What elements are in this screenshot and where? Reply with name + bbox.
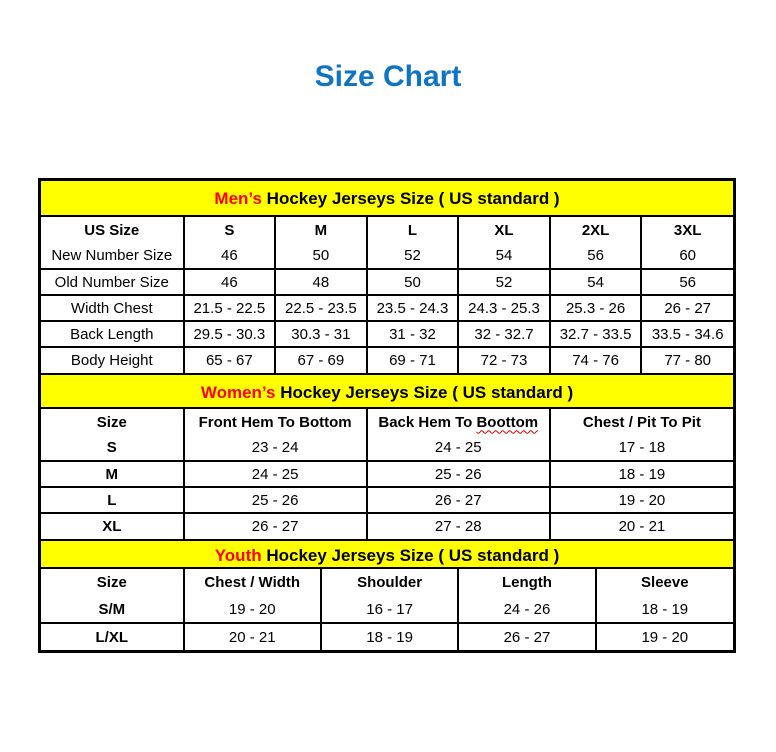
row-label: Body Height	[41, 347, 184, 373]
column-header-size: Size	[41, 409, 184, 435]
size-value-cell: 46	[184, 269, 276, 295]
table-row	[41, 347, 733, 373]
header-row	[41, 217, 733, 243]
column-header-size: Size	[41, 569, 184, 596]
column-header-back-hem-to-boottom: Back Hem To Boottom	[367, 409, 550, 435]
misspelled-word: Boottom	[476, 413, 539, 431]
size-value-cell: 18 - 19	[321, 623, 458, 650]
size-value-cell: 60	[641, 243, 733, 269]
size-value-cell: 19 - 20	[550, 487, 733, 513]
size-value-cell: 26 - 27	[367, 487, 550, 513]
size-value-cell: 30.3 - 31	[275, 321, 367, 347]
section-band-youth	[41, 539, 733, 569]
size-value-cell: 67 - 69	[275, 347, 367, 373]
column-header-us-size: US Size	[41, 217, 184, 243]
size-value-cell: 24.3 - 25.3	[458, 295, 550, 321]
column-header-length: Length	[458, 569, 595, 596]
men-size-table	[41, 217, 733, 373]
row-label: New Number Size	[41, 243, 184, 269]
youth-size-table	[41, 569, 733, 650]
header-row	[41, 409, 733, 435]
row-label: M	[41, 461, 184, 487]
table-row	[41, 596, 733, 623]
table-row	[41, 487, 733, 513]
size-value-cell: 48	[275, 269, 367, 295]
women-size-table	[41, 409, 733, 539]
row-label: Width Chest	[41, 295, 184, 321]
size-value-cell: 32.7 - 33.5	[550, 321, 642, 347]
size-value-cell: 20 - 21	[550, 513, 733, 539]
table-row	[41, 243, 733, 269]
table-row	[41, 623, 733, 650]
row-label: L	[41, 487, 184, 513]
size-value-cell: 69 - 71	[367, 347, 459, 373]
size-value-cell: 25 - 26	[367, 461, 550, 487]
size-value-cell: 52	[458, 269, 550, 295]
size-value-cell: 72 - 73	[458, 347, 550, 373]
size-value-cell: 25.3 - 26	[550, 295, 642, 321]
size-value-cell: 26 - 27	[184, 513, 367, 539]
row-label: L/XL	[41, 623, 184, 650]
size-value-cell: 56	[550, 243, 642, 269]
table-row	[41, 513, 733, 539]
section-band-text: Hockey Jerseys Size ( US standard )	[261, 546, 560, 565]
size-value-cell: 50	[367, 269, 459, 295]
size-value-cell: 74 - 76	[550, 347, 642, 373]
table-row	[41, 461, 733, 487]
column-header-2xl: 2XL	[550, 217, 642, 243]
section-band-highlight: Women’s	[200, 383, 276, 402]
column-header-sleeve: Sleeve	[596, 569, 733, 596]
column-header-front-hem-to-bottom: Front Hem To Bottom	[184, 409, 367, 435]
column-header-s: S	[184, 217, 276, 243]
size-value-cell: 22.5 - 23.5	[275, 295, 367, 321]
size-value-cell: 18 - 19	[550, 461, 733, 487]
row-label: S	[41, 435, 184, 461]
row-label: Back Length	[41, 321, 184, 347]
page-title: Size Chart	[314, 60, 462, 93]
table-row	[41, 435, 733, 461]
size-value-cell: 52	[367, 243, 459, 269]
size-value-cell: 23 - 24	[184, 435, 367, 461]
column-header-3xl: 3XL	[641, 217, 733, 243]
size-value-cell: 24 - 26	[458, 596, 595, 623]
size-value-cell: 77 - 80	[641, 347, 733, 373]
row-label: S/M	[41, 596, 184, 623]
size-value-cell: 31 - 32	[367, 321, 459, 347]
size-value-cell: 25 - 26	[184, 487, 367, 513]
size-value-cell: 18 - 19	[596, 596, 733, 623]
size-value-cell: 29.5 - 30.3	[184, 321, 276, 347]
size-value-cell: 24 - 25	[184, 461, 367, 487]
size-value-cell: 32 - 32.7	[458, 321, 550, 347]
section-band-highlight: Men’s	[214, 189, 262, 208]
section-band-text: Hockey Jerseys Size ( US standard )	[261, 189, 560, 208]
column-header-chest-pit-to-pit: Chest / Pit To Pit	[550, 409, 733, 435]
size-value-cell: 54	[458, 243, 550, 269]
size-value-cell: 21.5 - 22.5	[184, 295, 276, 321]
header-row	[41, 569, 733, 596]
size-value-cell: 20 - 21	[184, 623, 321, 650]
section-band-women	[41, 373, 733, 409]
section-band-text: Hockey Jerseys Size ( US standard )	[275, 383, 574, 402]
table-row	[41, 269, 733, 295]
column-header-chest-width: Chest / Width	[184, 569, 321, 596]
size-value-cell: 33.5 - 34.6	[641, 321, 733, 347]
table-row	[41, 295, 733, 321]
column-header-shoulder: Shoulder	[321, 569, 458, 596]
size-value-cell: 65 - 67	[184, 347, 276, 373]
size-chart-page	[0, 60, 776, 752]
size-value-cell: 26 - 27	[458, 623, 595, 650]
size-value-cell: 54	[550, 269, 642, 295]
size-value-cell: 46	[184, 243, 276, 269]
size-value-cell: 50	[275, 243, 367, 269]
row-label: Old Number Size	[41, 269, 184, 295]
size-value-cell: 27 - 28	[367, 513, 550, 539]
size-value-cell: 56	[641, 269, 733, 295]
section-band-men	[41, 181, 733, 217]
size-value-cell: 19 - 20	[184, 596, 321, 623]
column-header-m: M	[275, 217, 367, 243]
size-value-cell: 26 - 27	[641, 295, 733, 321]
size-value-cell: 16 - 17	[321, 596, 458, 623]
size-value-cell: 19 - 20	[596, 623, 733, 650]
table-row	[41, 321, 733, 347]
column-header-xl: XL	[458, 217, 550, 243]
size-value-cell: 17 - 18	[550, 435, 733, 461]
row-label: XL	[41, 513, 184, 539]
column-header-l: L	[367, 217, 459, 243]
size-chart-table	[38, 178, 736, 653]
size-value-cell: 24 - 25	[367, 435, 550, 461]
section-band-highlight: Youth	[214, 546, 262, 565]
size-value-cell: 23.5 - 24.3	[367, 295, 459, 321]
